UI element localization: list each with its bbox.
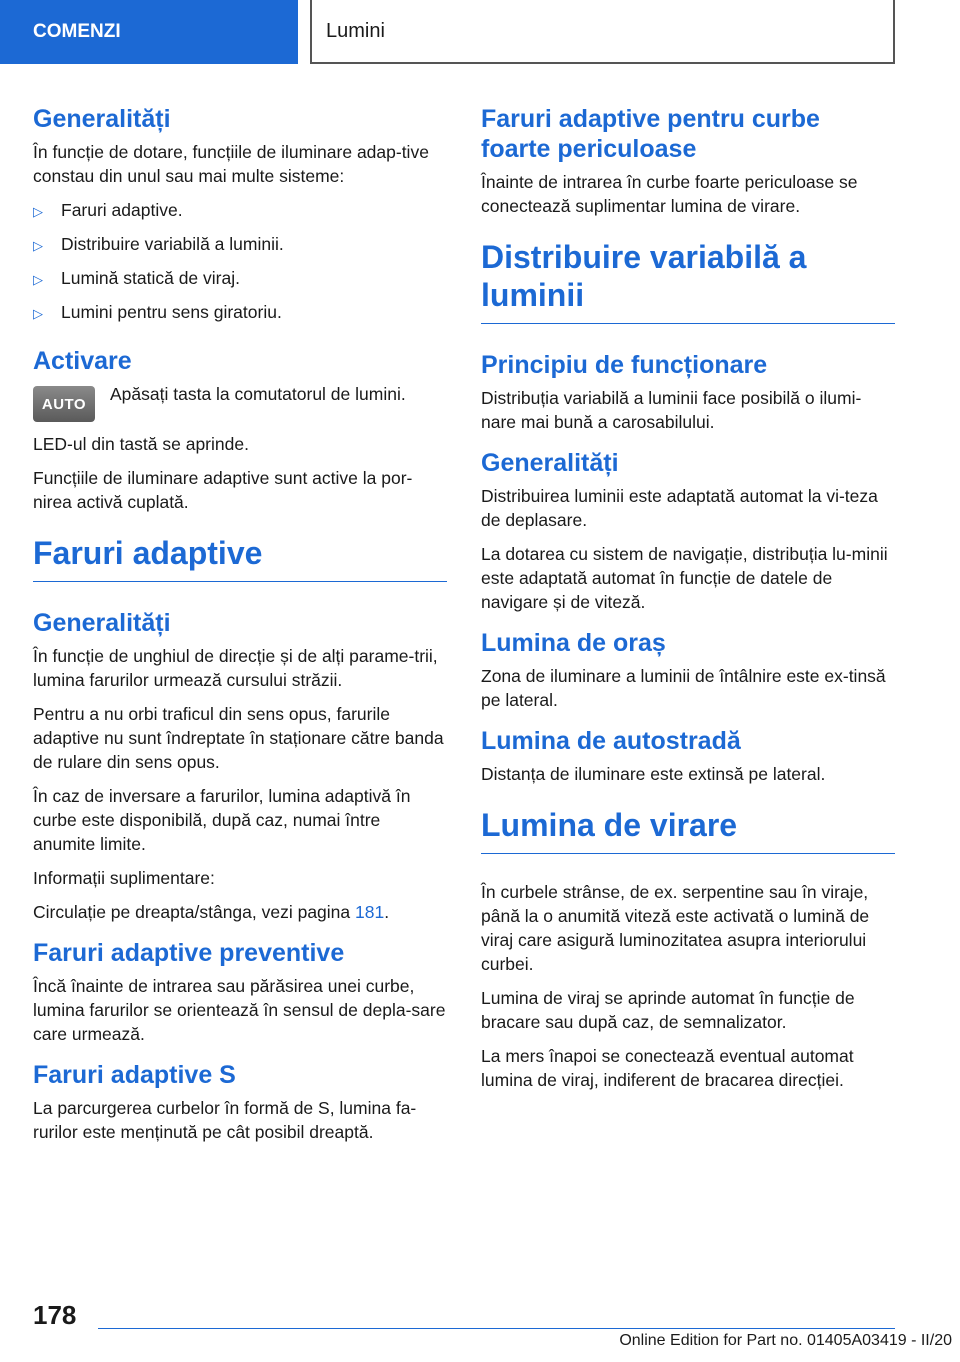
page-link[interactable]: 181 <box>355 902 385 922</box>
heading-preventive: Faruri adaptive preventive <box>33 939 345 967</box>
paragraph: Distanța de iluminare este extinsă pe lateral. <box>481 764 826 784</box>
paragraph: Informații suplimentare: <box>33 868 215 888</box>
paragraph: Distribuția variabilă a luminii face posibilă o ilumi-nare mai bună a carosabilului. <box>481 388 862 432</box>
section-curbe <box>481 104 895 218</box>
triangle-bullet-icon: ▷ <box>33 306 43 321</box>
triangle-bullet-icon: ▷ <box>33 238 43 253</box>
page-number: 178 <box>33 1300 77 1330</box>
heading-autostrada: Lumina de autostradă <box>481 727 741 755</box>
heading-curbe: Faruri adaptive pentru curbe foarte periculoase <box>481 105 820 163</box>
intro-paragraph: În funcție de dotare, funcțiile de iluminare adap-tive constau din unul sau mai multe sisteme: <box>33 142 429 186</box>
auto-button-icon: AUTO <box>33 386 95 422</box>
heading-faruri-adaptive-wrap <box>33 534 447 582</box>
section-tab <box>0 0 298 64</box>
auto-instruction-text: Apăsați tasta la comutatorul de lumini. <box>110 384 406 404</box>
heading-distribuire: Distribuire variabilă a luminii <box>481 239 807 313</box>
section-activare <box>33 346 447 514</box>
section-adaptive-s <box>33 1060 447 1144</box>
edition-text: Online Edition for Part no. 01405A03419 - II/20 <box>619 1332 952 1349</box>
list-item: ▷ Distribuire variabilă a luminii. <box>33 232 447 258</box>
heading-distribuire-wrap <box>481 238 895 324</box>
heading-principiu: Principiu de funcționare <box>481 351 768 379</box>
paragraph: În caz de inversare a farurilor, lumina adaptivă în curbe este disponibilă, după caz, numai între anumite limite. <box>33 786 411 854</box>
list-item: ▷ Faruri adaptive. <box>33 198 447 224</box>
section-virare <box>481 806 895 1092</box>
section-label: COMENZI <box>33 21 121 42</box>
section-preventive <box>33 938 447 1046</box>
paragraph: Zona de iluminare a luminii de întâlnire este ex-tinsă pe lateral. <box>481 666 886 710</box>
chapter-label: Lumini <box>326 19 385 42</box>
paragraph: În curbele strânse, de ex. serpentine sau în viraje, până la o anumită viteză este activată o lumină de viraj care asigură luminozitatea asupra interiorului curbei. <box>481 882 870 974</box>
paragraph: La mers înapoi se conectează eventual automat lumina de viraj, indiferent de bracarea direcției. <box>481 1046 854 1090</box>
systems-list <box>33 198 447 326</box>
heading-generalitati-2: Generalități <box>33 609 171 637</box>
paragraph: Pentru a nu orbi traficul din sens opus, farurile adaptive nu sunt îndreptate în staționare către banda de rulare din sens opus. <box>33 704 444 772</box>
list-item: ▷ Lumină statică de viraj. <box>33 266 447 292</box>
section-distribuire <box>481 238 895 786</box>
led-paragraph: LED-ul din tastă se aprinde. <box>33 434 249 454</box>
paragraph: În funcție de unghiul de direcție și de alți parame-trii, lumina farurilor urmează cursului străzii. <box>33 646 438 690</box>
paragraph: La parcurgerea curbelor în formă de S, lumina fa-rurilor este menținută pe cât posibil dreaptă. <box>33 1098 417 1142</box>
paragraph: Încă înainte de intrarea sau părăsirea unei curbe, lumina farurilor se orientează în sensul de depla-sare care urmează. <box>33 976 446 1044</box>
list-item: ▷ Lumini pentru sens giratoriu. <box>33 300 447 326</box>
heading-faruri-adaptive: Faruri adaptive <box>33 535 263 571</box>
section-generalitati <box>33 104 447 326</box>
cross-reference-paragraph: Circulație pe dreapta/stânga, vezi pagina 181. <box>33 902 390 922</box>
paragraph: Distribuirea luminii este adaptată automat la vi-teza de deplasare. <box>481 486 878 530</box>
paragraph: La dotarea cu sistem de navigație, distribuția lu-minii este adaptată automat în funcție de datele de navigare și de viteză. <box>481 544 888 612</box>
heading-virare: Lumina de virare <box>481 807 738 843</box>
heading-oras: Lumina de oraș <box>481 629 666 657</box>
heading-activare: Activare <box>33 347 132 375</box>
triangle-bullet-icon: ▷ <box>33 272 43 287</box>
heading-adaptive-s: Faruri adaptive S <box>33 1061 236 1089</box>
left-column <box>33 104 447 1154</box>
section-faruri-adaptive <box>33 534 447 924</box>
heading-generalitati-3: Generalități <box>481 449 619 477</box>
heading-virare-wrap <box>481 806 895 854</box>
chapter-tab <box>310 0 895 64</box>
heading-generalitati: Generalități <box>33 105 171 133</box>
footer-divider <box>98 1328 895 1329</box>
activare-paragraph: Funcțiile de iluminare adaptive sunt active la por-nirea activă cuplată. <box>33 468 413 512</box>
triangle-bullet-icon: ▷ <box>33 204 43 219</box>
paragraph: Lumina de viraj se aprinde automat în funcție de bracare sau după caz, de semnalizator. <box>481 988 855 1032</box>
auto-instruction <box>33 382 447 422</box>
paragraph: Înainte de intrarea în curbe foarte periculoase se conectează suplimentar lumina de virare. <box>481 172 858 216</box>
right-column <box>481 104 895 1102</box>
